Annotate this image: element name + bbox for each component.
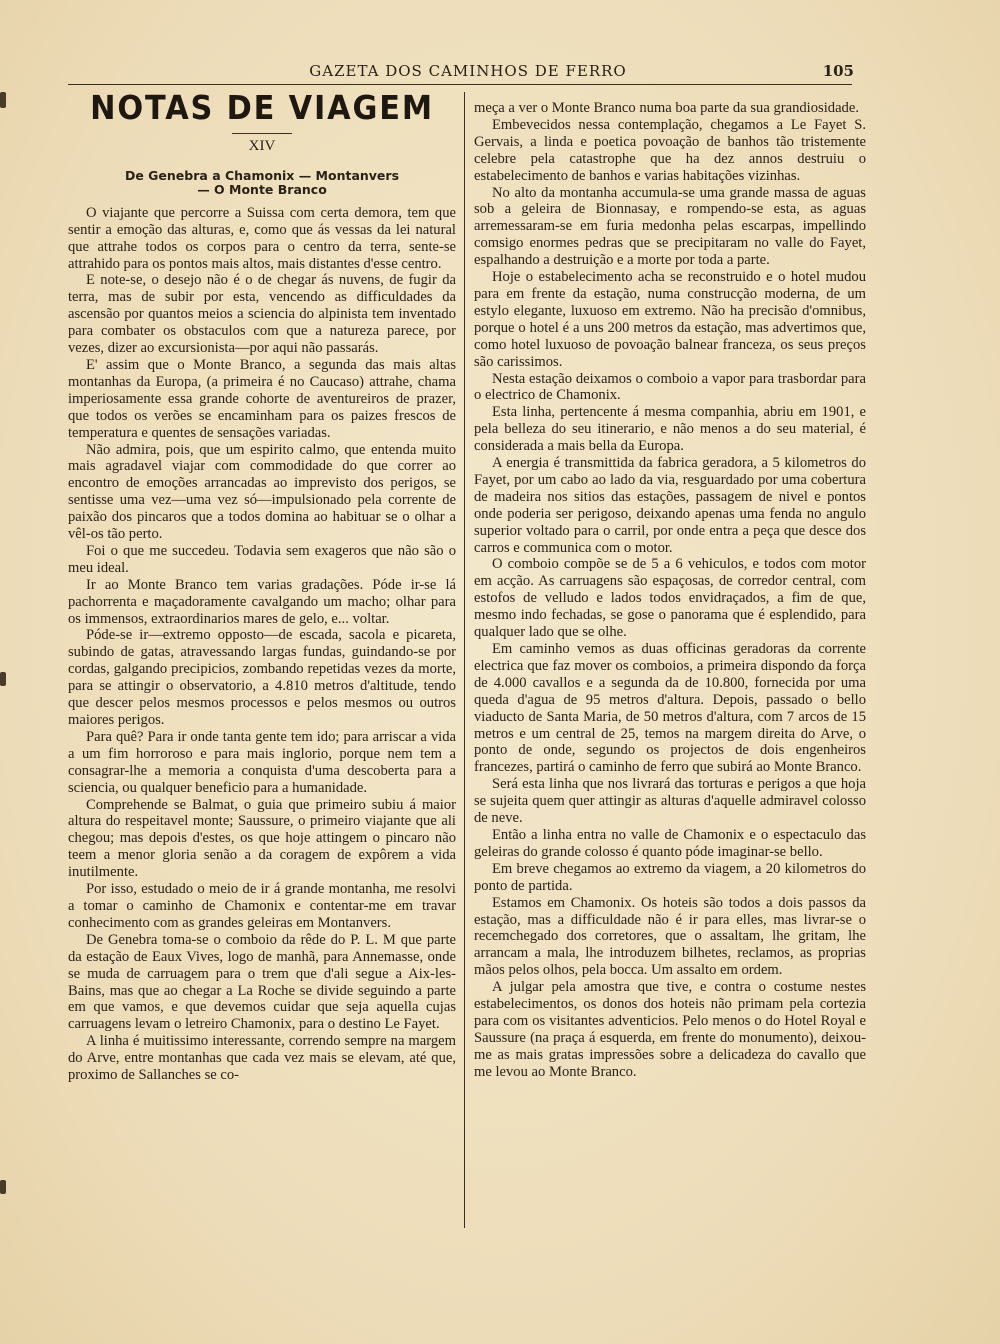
paragraph: Comprehende se Balmat, o guia que primeiro subiu á maior altura do respeitavel monte; Saussure, o primeiro viajante que ali chegou; mas depois d'estes, os que hoje attingem o pincaro não teem a menor gloria senão a da coragem de expôrem a vida inutilmente. — [68, 796, 456, 881]
paragraph: O comboio compõe se de 5 a 6 vehiculos, e todos com motor em acção. As carruagens são espaçosas, de corredor central, com estofos de velludo e lados todos envidraçados, a fim de que, mesmo indo fechadas, se gose o panorama que é esplendido, para qualquer lado que se olhe. — [474, 556, 866, 641]
paragraph: Embevecidos nessa contemplação, chegamos a Le Fayet S. Gervais, a linda e poetica povoação de banhos tão tristemente celebre pela catastrophe que ha dez annos destruiu o estabelecimento de banhos e varias habitações vizinhas. — [474, 116, 866, 184]
margin-mark — [0, 672, 6, 686]
left-body — [68, 205, 456, 1084]
paragraph-continuation: meça a ver o Monte Branco numa boa parte da sua grandiosidade. — [474, 100, 859, 116]
column-divider — [464, 92, 465, 1228]
running-header — [68, 62, 868, 84]
paragraph: Não admira, pois, que um espirito calmo, que entenda muito mais agradavel viajar com commodidade do que correr ao encontro de emoções arrancadas ao imprevisto dos perigos, se sentisse uma vez—uma vez só—impulsionado pela corrente de paixão dos pincaros que a todos domina ao habituar se o olhar a vêl-os tão perto. — [68, 441, 456, 543]
paragraph: Esta linha, pertencente á mesma companhia, abriu em 1901, e pela belleza do seu itinerario, e não menos a do seu material, é considerada a mais bella da Europa. — [474, 404, 866, 455]
paragraph: Para quê? Para ir onde tanta gente tem ido; para arriscar a vida a um fim horroroso e para mais inglorio, porque nem tem a consagrar-lhe a memoria a conquista d'uma descoberta para a sciencia, ou qualquer beneficio para a humanidade. — [68, 728, 456, 796]
paragraph: Ir ao Monte Branco tem varias gradações. Póde ir-se lá pachorrenta e maçadoramente cavalgando um macho; olhar para os immensos, extraordinarios mares de gelo, e... voltar. — [68, 576, 456, 627]
publication-title: GAZETA DOS CAMINHOS DE FERRO — [309, 62, 627, 80]
chapter-numeral: XIV — [248, 137, 276, 154]
paragraph: Em breve chegamos ao extremo da viagem, a 20 kilometros do ponto de partida. — [474, 860, 866, 894]
header-rule — [68, 84, 852, 85]
paragraph: Hoje o estabelecimento acha se reconstruido e o hotel mudou para em frente da estação, numa construcção moderna, de um estylo elegante, luxuoso em extremo. Não ha precisão d'omnibus, porque o hotel é a uns 200 metros da estação, mas advertimos que, como hotel luxuoso de povoação balnear franceza, os seus preços são carissimos. — [474, 269, 866, 370]
paragraph: De Genebra toma-se o comboio da rêde do P. L. M que parte da estação de Eaux Vives, logo de manhã, para Annemasse, onde se muda de carruagem para o trem que d'ali segue a Aix-les-Bains, mas que ao chegar a La Roche se divide seguindo a parte em que vamos, e que devemos cuidar que seja aquella cujas carruagens levam o letreiro Chamonix, para o destino Le Fayet. — [68, 931, 456, 1033]
paragraph: Será esta linha que nos livrará das torturas e perigos a que hoja se sujeita quem quer attingir as alturas d'aquelle admiravel colosso de neve. — [474, 776, 866, 827]
paragraph: E' assim que o Monte Branco, a segunda das mais altas montanhas da Europa, (a primeira é no Caucaso) attrahe, chama imperiosamente essa grande cohorte de aventureiros de prazer, que todos os verões se encaminham para os paizes frescos de temperatura e quentes de sensações variadas. — [68, 356, 456, 441]
article-subtitle — [68, 169, 456, 197]
paragraph: A linha é muitissimo interessante, correndo sempre na margem do Arve, entre montanhas que cada vez mais se elevam, até que, proximo de Sallanches se co- — [68, 1033, 456, 1084]
left-column — [68, 88, 456, 1084]
margin-mark — [0, 92, 6, 108]
paragraph: O viajante que percorre a Suissa com certa demora, tem que sentir a emoção das alturas, e, como que ás vessas da lei natural que attrahe todos os corpos para o centro da terra, sente-se attrahido para os pontos mais altos, mais distantes d'esse centro. — [68, 204, 456, 272]
paragraph: E note-se, o desejo não é o de chegar ás nuvens, de fugir da terra, mas de subir por esta, vencendo as difficuldades da ascensão por quantos meios a sciencia do alpinista tem inventado para combater os obstaculos com que a natureza parece, por vezes, dizer ao excursionista—por aqui não passarás. — [68, 272, 456, 357]
paragraph: No alto da montanha accumula-se uma grande massa de aguas sob a geleira de Bionnasay, e rompendo-se esta, as aguas arremessaram-se em furia medonha pelas escarpas, impellindo comsigo enormes pedras que se precipitaram no valle do Fayet, espalhando a destruição e a morte por toda a parte. — [474, 184, 866, 269]
page-number: 105 — [822, 62, 854, 80]
article-title: NOTAS DE VIAGEM — [90, 88, 434, 127]
paragraph: A energia é transmittida da fabrica geradora, a 5 kilometros do Fayet, por um cabo ao lado da via, resguardado por uma cobertura de madeira nos sitios das estações, passagem de nivel e pontos onde poderia ser perigoso, deixando apenas uma fenda no angulo superior voltado para o carril, por onde entra a peça que desce dos carros e communica com o motor. — [474, 455, 866, 556]
paragraph: Em caminho vemos as duas officinas geradoras da corrente electrica que faz mover os comboios, a primeira dispondo da força de 4.000 cavallos e a segunda da de 10.800, fornecida por uma queda d'agua de 95 metros d'altura. Depois, passado o bello viaducto de Santa Maria, de 50 metros d'altura, com 7 arcos de 15 metros e um central de 25, temos na margem direita do Arve, o ponto de onde, segundo os projectos de dois engenheiros francezes, partirá o caminho de ferro que subirá ao Monte Branco. — [474, 641, 866, 776]
paragraph: A julgar pela amostra que tive, e contra o costume nestes estabelecimentos, os donos dos hoteis não primam pela cortezia para com os visitantes adventicios. Pelo menos o do Hotel Royal e Saussure (na praça á esquerda, em frente do monumento), deixou-me as mais gratas impressões sobre a delicadeza do cavallo que me levou ao Monte Branco. — [474, 979, 866, 1080]
right-column — [474, 100, 866, 1081]
margin-mark — [0, 1180, 6, 1194]
right-body — [474, 117, 866, 1081]
subtitle-line: — O Monte Branco — [197, 181, 327, 197]
numeral-rule — [232, 133, 292, 134]
paragraph: Póde-se ir—extremo opposto—de escada, sacola e picareta, subindo de gatas, atravessando largas fundas, guindando-se por cordas, galgando precipicios, zombando repetidas vezes da morte, para se attingir o observatorio, a 4.810 metros d'altitude, tendo que descer pelos mesmos processos e pelos mesmos ou outros maiores perigos. — [68, 627, 456, 728]
paragraph: Nesta estação deixamos o comboio a vapor para trasbordar para o electrico de Chamonix. — [474, 370, 866, 404]
paragraph: Estamos em Chamonix. Os hoteis são todos a dois passos da estação, mas a difficuldade não é ir para elles, mas livrar-se o recemchegado dos corretores, que o assaltam, lhe gritam, lhe arrancam a mala, lhe introduzem bilhetes, reclamos, as proprias mãos pelos olhos, pela bocca. Um assalto em ordem. — [474, 894, 866, 979]
paragraph: Então a linha entra no valle de Chamonix e o espectaculo das geleiras do grande colosso é quanto póde imaginar-se bello. — [474, 826, 866, 860]
paragraph: Por isso, estudado o meio de ir á grande montanha, me resolvi a tomar o caminho de Chamonix e contentar-me em travar conhecimento com as grandes geleiras em Montanvers. — [68, 881, 456, 931]
paragraph: Foi o que me succedeu. Todavia sem exageros que não são o meu ideal. — [68, 542, 456, 576]
subtitle-line: De Genebra a Chamonix — Montanvers — [124, 167, 400, 183]
